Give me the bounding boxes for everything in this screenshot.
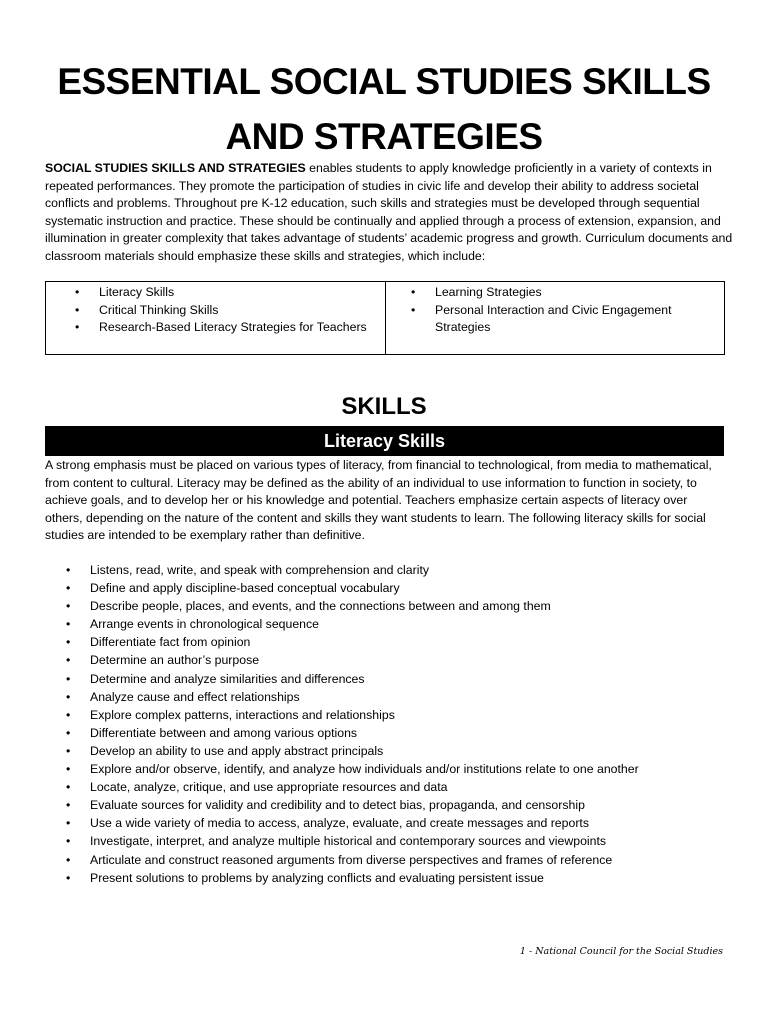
list-item: • Personal Interaction and Civic Engagement Strategies (411, 302, 711, 337)
list-item: • Develop an ability to use and apply abstract principals (66, 742, 736, 760)
list-item: • Define and apply discipline-based conceptual vocabulary (66, 579, 736, 597)
list-item: • Investigate, interpret, and analyze multiple historical and contemporary sources and viewpoints (66, 832, 736, 850)
list-item: • Use a wide variety of media to access, analyze, evaluate, and create messages and reports (66, 814, 736, 832)
page-title: ESSENTIAL SOCIAL STUDIES SKILLS AND STRATEGIES (57, 61, 711, 157)
list-item: • Arrange events in chronological sequence (66, 615, 736, 633)
section-heading: SKILLS (341, 393, 427, 420)
list-item: • Evaluate sources for validity and credibility and to detect bias, propaganda, and censorship (66, 796, 736, 814)
list-item: • Articulate and construct reasoned arguments from diverse perspectives and frames of reference (66, 851, 736, 869)
list-item: • Explore and/or observe, identify, and analyze how individuals and/or institutions relate to one another (66, 760, 736, 778)
list-item: • Research-Based Literacy Strategies for Teachers (75, 319, 375, 337)
left-column-list (75, 284, 375, 337)
list-item: • Describe people, places, and events, and the connections between and among them (66, 597, 736, 615)
list-item: • Listens, read, write, and speak with comprehension and clarity (66, 561, 736, 579)
page-footer: 1 - National Council for the Social Studies (519, 946, 723, 957)
list-item: • Critical Thinking Skills (75, 302, 375, 320)
list-item: • Learning Strategies (411, 284, 711, 302)
list-item: • Determine and analyze similarities and differences (66, 670, 736, 688)
list-item: • Determine an author’s purpose (66, 651, 736, 669)
list-item: • Differentiate between and among various options (66, 724, 736, 742)
list-item: • Present solutions to problems by analyzing conflicts and evaluating persistent issue (66, 869, 736, 887)
list-item: • Analyze cause and effect relationships (66, 688, 736, 706)
intro-lead: SOCIAL STUDIES SKILLS AND STRATEGIES (45, 161, 306, 175)
list-item: • Locate, analyze, critique, and use appropriate resources and data (66, 778, 736, 796)
literacy-skills-list (66, 561, 736, 887)
intro-body: enables students to apply knowledge proficiently in a variety of contexts in repeated performances. They promote the participation of studies in civic life and develop their ability to address societal conflicts and problems. Throughout pre K-12 education, such skills and strategies must be developed through sequential systematic instruction and practice. These should be continually and applied through a process of extension, expansion, and illumination in greater complexity that takes advantage of students’ academic progress and growth. Curriculum documents and classroom materials should emphasize these skills and strategies, which include: (45, 161, 733, 263)
list-item: • Explore complex patterns, interactions and relationships (66, 706, 736, 724)
list-item: • Differentiate fact from opinion (66, 633, 736, 651)
intro-paragraph (45, 160, 735, 265)
skills-strategies-table (45, 281, 725, 355)
list-item: • Literacy Skills (75, 284, 375, 302)
right-column-list (411, 284, 711, 337)
table-column-right (386, 282, 724, 354)
subsection-title-bar: Literacy Skills (45, 426, 724, 456)
literacy-paragraph: A strong emphasis must be placed on various types of literacy, from financial to technological, from media to mathematical, from content to cultural. Literacy may be defined as the ability of an individual to use information to function in society, to achieve goals, and to develop her or his knowledge and potential. Teachers emphasize certain aspects of literacy over others, depending on the nature of the content and skills they want students to learn. The following literacy skills for social studies are intended to be exemplary rather than definitive. (45, 458, 712, 542)
table-column-left (46, 282, 386, 354)
